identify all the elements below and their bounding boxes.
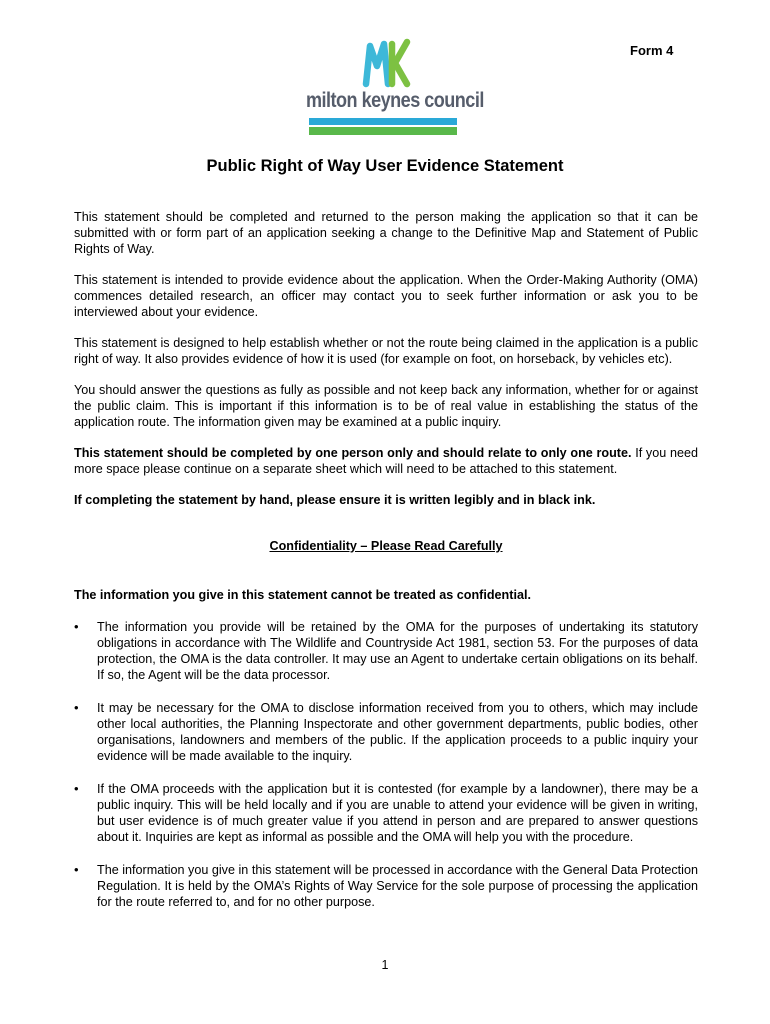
mk-logo-mark <box>306 38 460 90</box>
list-item-text: The information you give in this statement will be processed in accordance with the General Data Protection Regulation. It is held by the OMA’s Rights of Way Service for the sole purpose of processing the application for the route referred to, and for no other purpose. <box>97 863 698 909</box>
bullet-icon: • <box>74 781 79 796</box>
one-person-bold: This statement should be completed by one person only and should relate to only one route. <box>74 446 632 460</box>
form-number: Form 4 <box>630 43 674 58</box>
confidentiality-heading: Confidentiality – Please Read Carefully <box>269 539 503 553</box>
list-item <box>74 619 698 683</box>
page-number: 1 <box>381 958 389 972</box>
by-hand-note: If completing the statement by hand, please ensure it is written legibly and in black ink. <box>74 493 596 507</box>
list-item-text: The information you provide will be retained by the OMA for the purposes of undertaking its statutory obligations in accordance with The Wildlife and Countryside Act 1981, section 53. For the purposes of data protection, the OMA is the data controller. It may use an Agent to undertake certain obligations on its behalf. If so, the Agent will be the data processor. <box>97 620 698 682</box>
one-person-rest: If you need more space please continue on a separate sheet which will need to be attached to this statement. <box>74 446 698 476</box>
one-person-paragraph <box>74 445 698 477</box>
bullet-icon: • <box>74 700 79 715</box>
logo-bar-green <box>309 127 457 135</box>
council-logo <box>306 38 484 138</box>
bullet-icon: • <box>74 619 79 634</box>
page-title: Public Right of Way User Evidence Statement <box>206 157 564 175</box>
intro-paragraph-2: This statement is intended to provide evidence about the application. When the Order-Making Authority (OMA) commences detailed research, an officer may contact you to seek further information or ask you to be interviewed about your evidence. <box>74 273 698 319</box>
intro-paragraph-1: This statement should be completed and returned to the person making the application so that it can be submitted with or form part of an application seeking a change to the Definitive Map and Statement of Public Rights of Way. <box>74 210 698 256</box>
intro-paragraph-4: You should answer the questions as fully as possible and not keep back any information, whether for or against the public claim. This is important if this information is to be of real value in establishing the status of the application route. The information given may be examined at a public inquiry. <box>74 383 698 429</box>
bullet-icon: • <box>74 862 79 877</box>
list-item <box>74 700 698 764</box>
list-item-text: It may be necessary for the OMA to disclose information received from you to others, which may include other local authorities, the Planning Inspectorate and other government departments, public bodies, other organisations, landowners and members of the public. If the application proceeds to a public inquiry your evidence will be made available to the inquiry. <box>97 701 698 763</box>
document-body <box>74 209 698 927</box>
confidentiality-list <box>74 619 698 910</box>
intro-paragraph-3: This statement is designed to help establish whether or not the route being claimed in the application is a public right of way. It also provides evidence of how it is used (for example on foot, on horseback, by vehicles etc). <box>74 336 698 366</box>
list-item <box>74 781 698 845</box>
list-item <box>74 862 698 910</box>
logo-wordmark: milton keynes council <box>306 89 484 112</box>
list-item-text: If the OMA proceeds with the application but it is contested (for example by a landowner), there may be a public inquiry. This will be held locally and if you are unable to attend your evidence will be given in writing, but user evidence is of much greater value if you attend in person and are prepared to answer questions about it. Inquiries are kept as informal as possible and the OMA will help you with the procedure. <box>97 782 698 844</box>
logo-bar-blue <box>309 118 457 125</box>
confidentiality-subheading: The information you give in this statement cannot be treated as confidential. <box>74 588 531 602</box>
